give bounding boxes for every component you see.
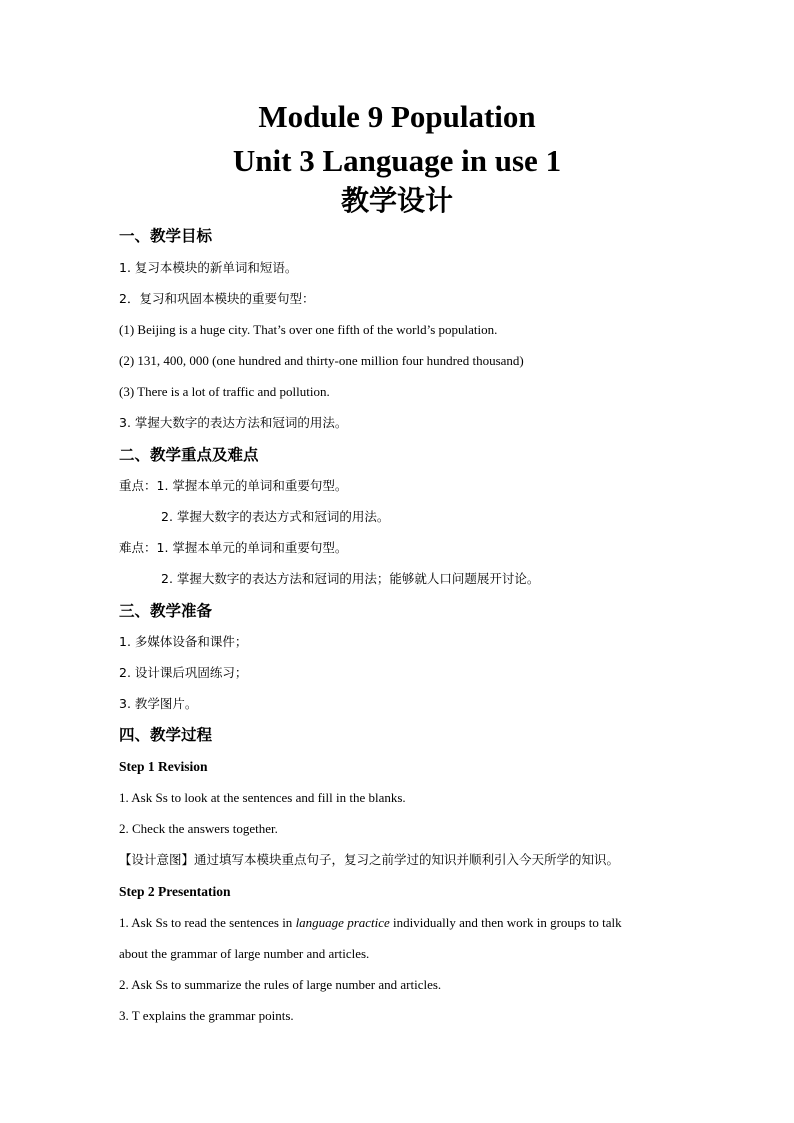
heading-process: 四、教学过程 [119,726,213,744]
objective-sentence-2: (2) 131, 400, 000 (one hundred and thirty-one million four hundred thousand) [119,353,524,368]
step1-item-1: 1. Ask Ss to look at the sentences and fill in the blanks. [119,790,406,805]
difficulty-1: 难点：1. 掌握本单元的单词和重要句型。 [119,540,348,555]
key-point-2: 2. 掌握大数字的表达方式和冠词的用法。 [161,509,390,524]
step1-item-2: 2. Check the answers together. [119,821,278,836]
title-module: Module 9 Population [258,99,536,134]
step2-title: Step 2 Presentation [119,884,231,899]
objective-sentence-3: (3) There is a lot of traffic and pollution. [119,384,330,399]
step2-item-1-cont: about the grammar of large number and articles. [119,946,370,961]
preparation-item-1: 1. 多媒体设备和课件； [119,634,248,649]
step2-item-2: 2. Ask Ss to summarize the rules of large number and articles. [119,977,442,992]
preparation-item-2: 2. 设计课后巩固练习； [119,665,248,680]
step2-item-1-post: individually and then work in groups to talk [389,915,622,930]
difficulty-2: 2. 掌握大数字的表达方法和冠词的用法；能够就人口问题展开讨论。 [161,571,540,586]
objective-sentence-1: (1) Beijing is a huge city. That’s over one fifth of the world’s population. [119,322,498,337]
title-teaching-design: 教学设计 [340,184,453,217]
preparation-item-3: 3. 教学图片。 [119,696,198,711]
objective-item-3: 3. 掌握大数字的表达方法和冠词的用法。 [119,415,348,430]
heading-preparation: 三、教学准备 [119,602,213,620]
key-point-1: 重点：1. 掌握本单元的单词和重要句型。 [119,478,348,493]
step1-design-intent: 【设计意图】通过填写本模块重点句子，复习之前学过的知识并顺利引入今天所学的知识。 [119,852,620,867]
heading-key-points: 二、教学重点及难点 [119,446,259,464]
heading-objectives: 一、教学目标 [119,227,213,245]
step2-item-3: 3. T explains the grammar points. [119,1008,294,1023]
step2-item-1-em: language practice [295,915,390,930]
step2-item-1 [119,913,622,933]
step1-title: Step 1 Revision [119,759,208,774]
title-unit: Unit 3 Language in use 1 [232,143,562,178]
objective-item-2: 2．复习和巩固本模块的重要句型： [119,291,315,306]
objective-item-1: 1. 复习本模块的新单词和短语。 [119,260,298,275]
step2-item-1-pre: 1. Ask Ss to read the sentences in [119,915,296,930]
